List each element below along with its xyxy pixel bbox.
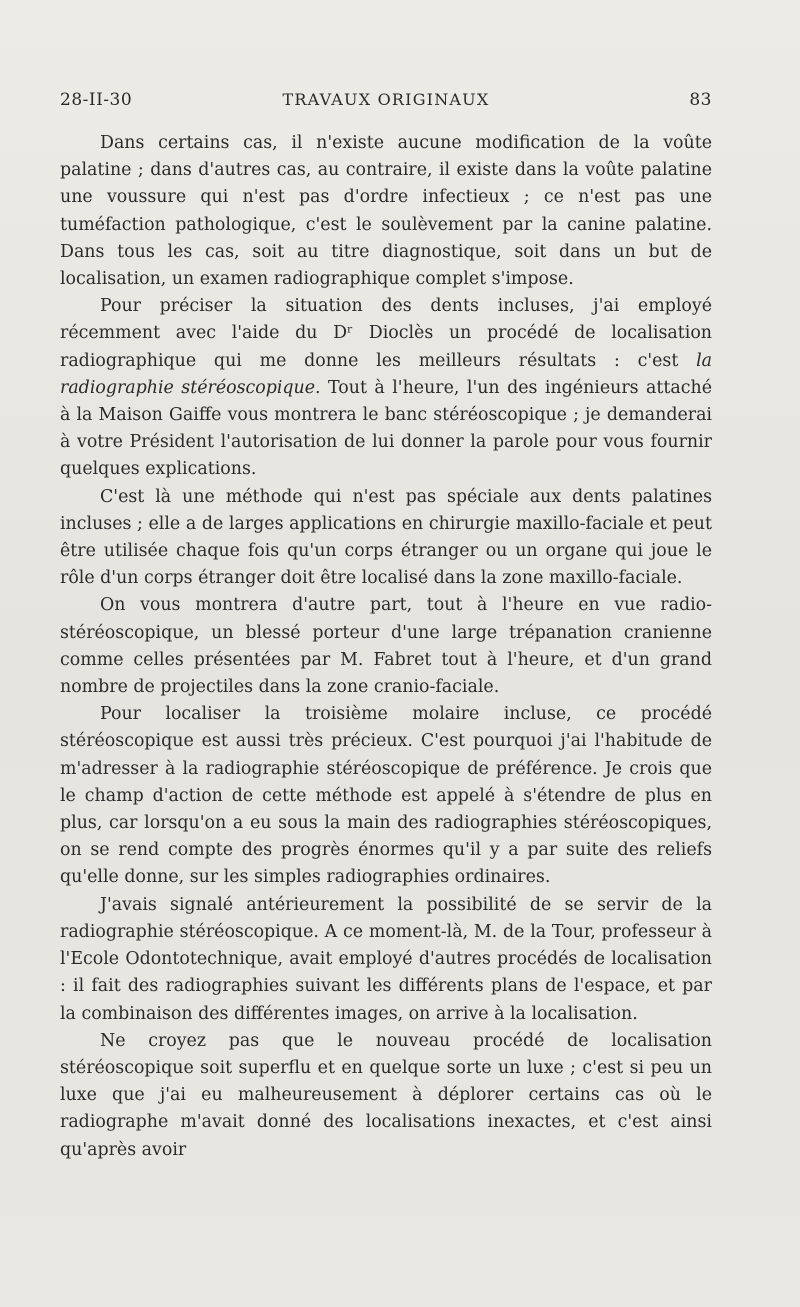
paragraph-3: C'est là une méthode qui n'est pas spéciale aux dents palatines incluses ; elle a de larges applications en chirurgie maxillo-faciale et peut être utilisée chaque fois qu'un corps étranger ou un organe qui joue le rôle d'un corps étranger doit être localisé dans la zone maxillo-faciale. <box>60 486 712 589</box>
paragraph-2-end: Tout à l'heure, l'un des ingénieurs attaché à la Maison Gaiffe vous montrera le banc stéréoscopique ; je demanderai à votre Président l'autorisation de lui donner la parole pour vous fournir quelques explications. <box>60 377 712 480</box>
paragraph-2-emphasis: la radiographie stéréoscopique. <box>60 350 712 398</box>
paragraph-2 <box>60 293 712 483</box>
paragraph-2-start: Pour préciser la situation des dents incluses, j'ai employé récemment avec l'aide du Dʳ Dioclès un procédé de localisation radiographique qui me donne les meilleurs résultats : c'est <box>60 296 712 371</box>
paragraph-6: J'avais signalé antérieurement la possibilité de se servir de la radiographie stéréoscopique. A ce moment-là, M. de la Tour, professeur à l'Ecole Odontotechnique, avait employé d'autres procédés de localisation : il fait des radiographies suivant les différents plans de l'espace, et par la combinaison des différentes images, on arrive à la localisation. <box>60 894 712 1024</box>
page-number: 83 <box>689 90 712 110</box>
paragraph-1: Dans certains cas, il n'existe aucune modification de la voûte palatine ; dans d'autres cas, au contraire, il existe dans la voûte palatine une voussure qui n'est pas d'ordre infectieux ; ce n'est pas une tuméfaction pathologique, c'est le soulèvement par la canine palatine. Dans tous les cas, soit au titre diagnostique, soit dans un but de localisation, un examen radiographique complet s'impose. <box>60 133 712 290</box>
paragraph-4: On vous montrera d'autre part, tout à l'heure en vue radio-stéréoscopique, un blessé porteur d'une large trépanation cranienne comme celles présentées par M. Fabret tout à l'heure, et d'un grand nombre de projectiles dans la zone cranio-faciale. <box>60 595 712 698</box>
body-text <box>60 130 712 1164</box>
header-title: TRAVAUX ORIGINAUX <box>282 90 490 109</box>
running-header <box>60 90 712 116</box>
paragraph-5: Pour localiser la troisième molaire incluse, ce procédé stéréoscopique est aussi très précieux. C'est pourquoi j'ai l'habitude de m'adresser à la radiographie stéréoscopique de préférence. Je crois que le champ d'action de cette méthode est appelé à s'étendre de plus en plus, car lorsqu'on a eu sous la main des radiographies stéréoscopiques, on se rend compte des progrès énormes qu'il y a par suite des reliefs qu'elle donne, sur les simples radiographies ordinaires. <box>60 704 712 888</box>
header-date: 28-II-30 <box>60 90 133 110</box>
paragraph-7: Ne croyez pas que le nouveau procédé de localisation stéréoscopique soit superflu et en quelque sorte un luxe ; c'est si peu un luxe que j'ai eu malheureusement à déplorer certains cas où le radiographe m'avait donné des localisations inexactes, et c'est ainsi qu'après avoir <box>60 1030 712 1160</box>
